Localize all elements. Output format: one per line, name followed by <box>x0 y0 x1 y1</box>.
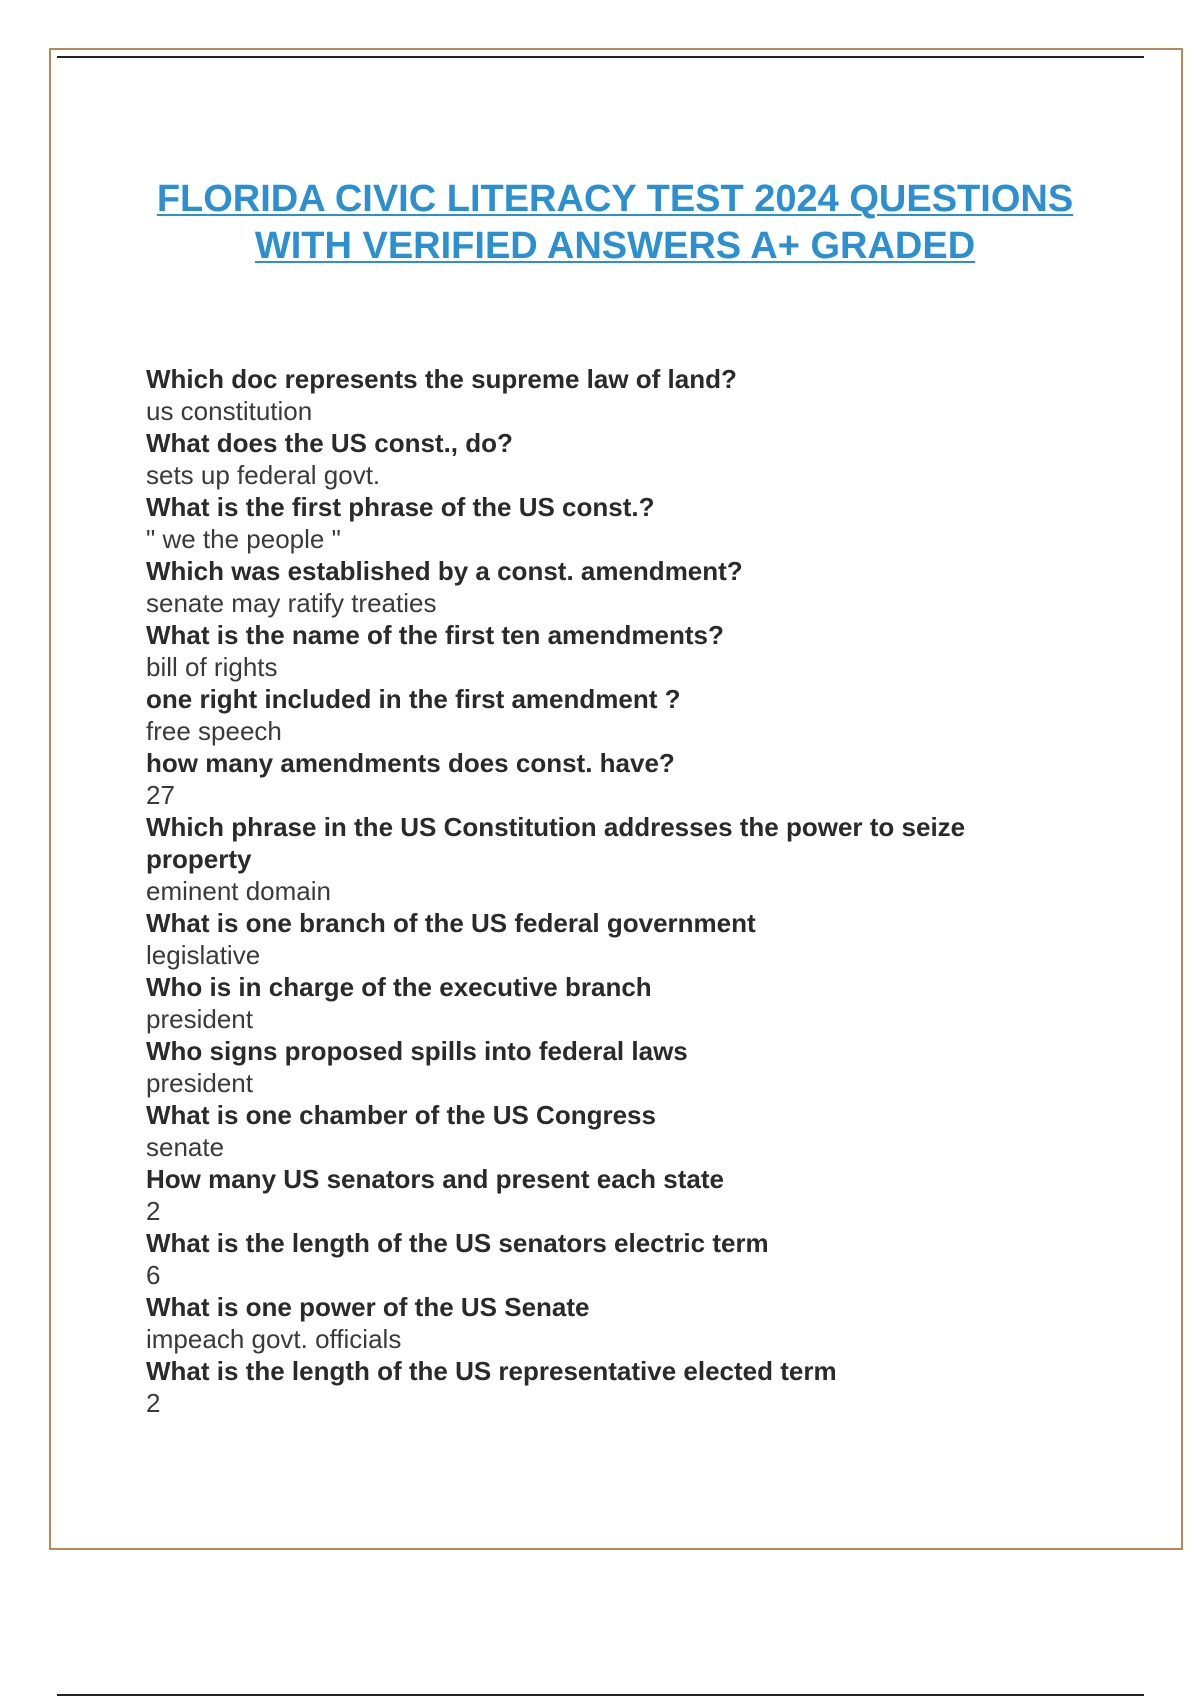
question: Who is in charge of the executive branch <box>146 972 652 1002</box>
answer: senate may ratify treaties <box>146 588 437 618</box>
question: What is the length of the US senators electric term <box>146 1228 769 1258</box>
answer: bill of rights <box>146 652 278 682</box>
bottom-rule <box>57 1694 1144 1696</box>
qa-item <box>146 1291 1046 1355</box>
qa-item <box>146 555 1046 619</box>
document-title: FLORIDA CIVIC LITERACY TEST 2024 QUESTIONS WITH VERIFIED ANSWERS A+ GRADED <box>156 178 1074 267</box>
question: What is one power of the US Senate <box>146 1292 590 1322</box>
question: What is the first phrase of the US const.? <box>146 492 655 522</box>
qa-item <box>146 811 1046 907</box>
qa-item <box>146 1163 1046 1227</box>
answer: free speech <box>146 716 282 746</box>
question: how many amendments does const. have? <box>146 748 675 778</box>
qa-item <box>146 363 1046 427</box>
question: one right included in the first amendment ? <box>146 684 681 714</box>
question: Which phrase in the US Constitution addresses the power to seize property <box>146 812 966 874</box>
qa-item <box>146 1227 1046 1291</box>
answer: sets up federal govt. <box>146 460 381 490</box>
qa-item <box>146 971 1046 1035</box>
qa-item <box>146 1355 1046 1419</box>
qa-item <box>146 747 1046 811</box>
qa-item <box>146 683 1046 747</box>
question: What does the US const., do? <box>146 428 513 458</box>
answer: president <box>146 1068 253 1098</box>
answer: 2 <box>146 1196 161 1226</box>
question: Which doc represents the supreme law of land? <box>146 364 737 394</box>
qa-list <box>146 363 1046 1419</box>
answer: 2 <box>146 1388 161 1418</box>
question: Who signs proposed spills into federal laws <box>146 1036 688 1066</box>
question: What is the name of the first ten amendments? <box>146 620 724 650</box>
answer: senate <box>146 1132 225 1162</box>
top-rule <box>57 56 1144 58</box>
question: What is one branch of the US federal government <box>146 908 756 938</box>
question: Which was established by a const. amendment? <box>146 556 743 586</box>
answer: us constitution <box>146 396 313 426</box>
qa-item <box>146 427 1046 491</box>
qa-item <box>146 491 1046 555</box>
answer: impeach govt. officials <box>146 1324 402 1354</box>
question: What is one chamber of the US Congress <box>146 1100 656 1130</box>
answer: " we the people " <box>146 524 341 554</box>
answer: 6 <box>146 1260 161 1290</box>
qa-item <box>146 619 1046 683</box>
answer: eminent domain <box>146 876 331 906</box>
question: What is the length of the US representative elected term <box>146 1356 837 1386</box>
answer: 27 <box>146 780 175 810</box>
qa-item <box>146 907 1046 971</box>
question: How many US senators and present each state <box>146 1164 724 1194</box>
answer: legislative <box>146 940 261 970</box>
answer: president <box>146 1004 253 1034</box>
qa-item <box>146 1035 1046 1099</box>
qa-item <box>146 1099 1046 1163</box>
